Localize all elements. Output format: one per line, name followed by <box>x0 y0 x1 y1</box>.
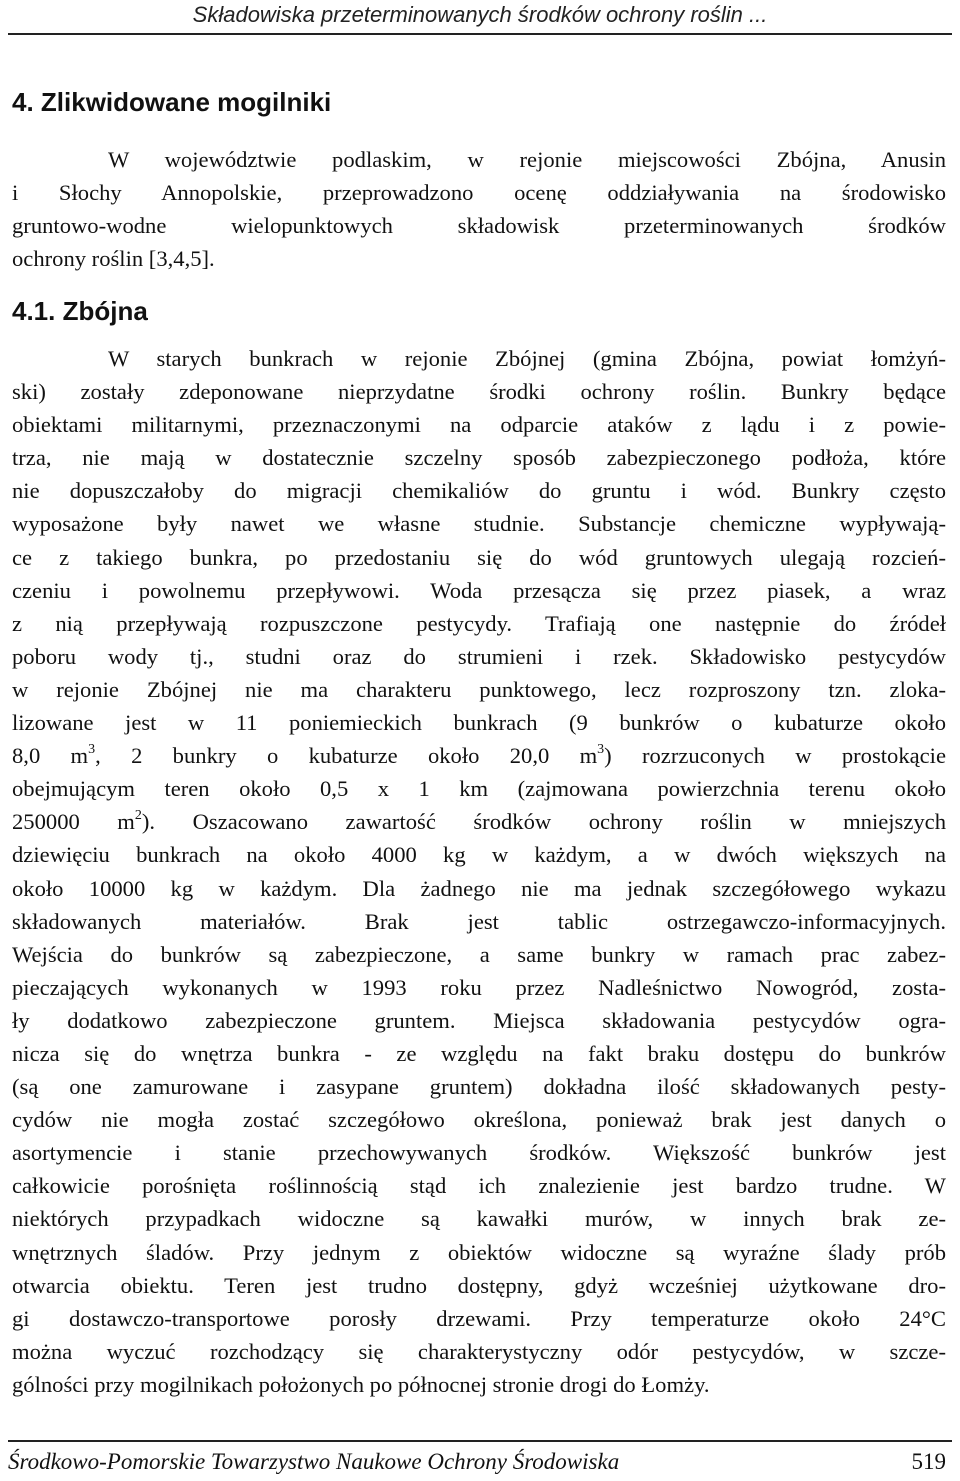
running-footer <box>8 1447 946 1477</box>
text-line: obiektami militarnymi, przeznaczonymi na odparcie ataków z lądu i z powie- <box>12 412 946 438</box>
footer-title: Środkowo-Pomorskie Towarzystwo Naukowe Ochrony Środowiska <box>8 1449 620 1474</box>
text-fragment: 8,0 m <box>12 743 89 769</box>
text-line: czeniu i powolnemu przepływowi. Woda przesącza się przez piasek, a wraz <box>12 577 946 603</box>
text-line: dziewięciu bunkrach na około 4000 kg w każdym, a w dwóch większych na <box>12 842 946 868</box>
text-line: ły dodatkowo zabezpieczone gruntem. Miejsca składowania pestycydów ogra- <box>12 1007 946 1033</box>
subsection-heading: 4.1. Zbójna <box>12 296 148 326</box>
text-line: otwarcia obiektu. Teren jest trudno dostępny, gdyż wcześniej użytkowane dro- <box>12 1272 946 1298</box>
text-line: wnętrznych śladów. Przy jednym z obiektów widoczne są wyraźne ślady prób <box>12 1239 946 1265</box>
text-fragment: ). Oszacowano zawartość środków ochrony roślin w mniejszych <box>141 809 946 835</box>
text-fragment: 250000 m <box>12 809 135 835</box>
text-line: wyposażone były nawet we własne studnie. Substancje chemiczne wypływają- <box>12 511 946 537</box>
text-line: około 10000 kg w każdym. Dla żadnego nie ma jednak szczegółowego wykazu <box>12 875 946 901</box>
text-line: pieczających wykonanych w 1993 roku przez Nadleśnictwo Nowogród, zosta- <box>12 974 946 1000</box>
superscript: 3 <box>597 742 605 758</box>
body-paragraph <box>12 342 946 1401</box>
text-line: i Słochy Annopolskie, przeprowadzono ocenę oddziaływania na środowisko <box>12 180 946 206</box>
text-line: ce z takiego bunkra, po przedostaniu się do wód gruntowych ulegają rozcień- <box>12 544 946 570</box>
text-line: W województwie podlaskim, w rejonie miejscowości Zbójna, Anusin <box>108 147 946 172</box>
text-line: całkowicie porośnięta roślinnością stąd ich znalezienie jest bardzo trudne. W <box>12 1173 946 1199</box>
page-number: 519 <box>911 1449 946 1474</box>
section-heading: 4. Zlikwidowane mogilniki <box>12 87 332 117</box>
superscript: 3 <box>88 742 96 758</box>
header-rule <box>8 33 952 35</box>
superscript: 2 <box>134 808 142 824</box>
text-line: asortymencie i stanie przechowywanych środków. Większość bunkrów jest <box>12 1140 946 1166</box>
text-line: obejmującym teren około 0,5 x 1 km (zajmowana powierzchnia terenu około <box>12 776 946 802</box>
text-line: nicza się do wnętrza bunkra - ze względu na fakt braku dostępu do bunkrów <box>12 1040 946 1066</box>
intro-paragraph <box>12 143 946 275</box>
text-line: trza, nie mają w dostatecznie szczelny sposób zabezpieczonego podłoża, które <box>12 445 946 471</box>
text-line: gi dostawczo-transportowe porosły drzewami. Przy temperaturze około 24°C <box>12 1305 946 1331</box>
footer-rule <box>8 1440 952 1442</box>
text-line-volume <box>12 739 946 772</box>
text-line: z nią przepływają rozpuszczone pestycydy. Trafiają one następnie do źródeł <box>12 610 946 636</box>
text-fragment: , 2 bunkry o kubaturze około 20,0 m <box>95 743 598 769</box>
text-line: W starych bunkrach w rejonie Zbójnej (gmina Zbójna, powiat łomżyń- <box>108 346 946 371</box>
text-line: nie dopuszczałoby do migracji chemikaliów do gruntu i wód. Bunkry często <box>12 478 946 504</box>
text-line: gruntowo-wodne wielopunktowych składowisk przeterminowanych środków <box>12 213 946 239</box>
text-line: można wyczuć rozchodzący się charakterystyczny odór pestycydów, w szcze- <box>12 1338 946 1364</box>
text-line: w rejonie Zbójnej nie ma charakteru punktowego, lecz rozproszony tzn. zloka- <box>12 676 946 702</box>
text-line: poboru wody tj., studni oraz do strumieni i rzek. Składowisko pestycydów <box>12 643 946 669</box>
text-line: (są one zamurowane i zasypane gruntem) dokładna ilość składowanych pesty- <box>12 1074 946 1100</box>
text-line-area <box>12 805 946 838</box>
text-line: cydów nie mogła zostać szczegółowo określona, ponieważ brak jest danych o <box>12 1107 946 1133</box>
text-line: Wejścia do bunkrów są zabezpieczone, a same bunkry w ramach prac zabez- <box>12 941 946 967</box>
running-header: Składowiska przeterminowanych środków ochrony roślin ... <box>192 2 768 27</box>
text-line: gólności przy mogilnikach położonych po północnej stronie drogi do Łomży. <box>12 1371 710 1397</box>
text-line: ochrony roślin [3,4,5]. <box>12 246 215 272</box>
text-line: ski) zostały zdeponowane nieprzydatne środki ochrony roślin. Bunkry będące <box>12 379 946 405</box>
text-fragment: ) rozrzuconych w prostokącie <box>604 743 946 769</box>
text-line: składowanych materiałów. Brak jest tablic ostrzegawczo-informacyjnych. <box>12 908 946 934</box>
text-line: niektórych przypadkach widoczne są kawałki murów, w innych brak ze- <box>12 1206 946 1232</box>
text-line: lizowane jest w 11 poniemieckich bunkrach (9 bunkrów o kubaturze około <box>12 710 946 736</box>
